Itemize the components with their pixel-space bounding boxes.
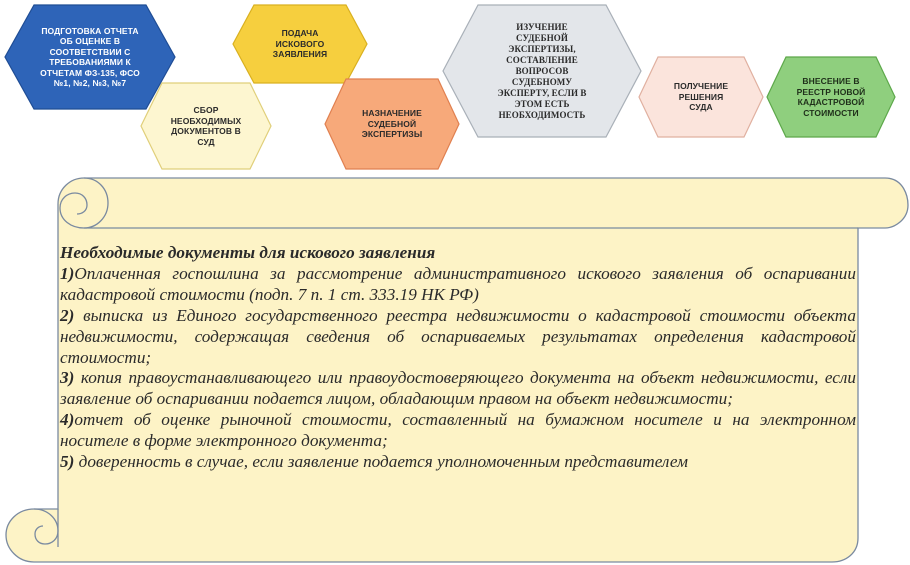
item-number: 2) [60,305,75,325]
item-number: 1) [60,263,75,283]
list-item [60,410,856,452]
item-number: 5) [60,452,75,472]
item-number: 4) [60,410,75,430]
list-item [60,264,856,306]
list-item [60,452,856,473]
step-label: ВНЕСЕНИЕ В РЕЕСТР НОВОЙ КАДАСТРОВОЙ СТОИМОСТИ [796,76,866,118]
step-hexagon-study-expertise [442,4,642,138]
step-hexagon-collect-documents [140,82,272,170]
documents-title: Необходимые документы для искового заявления [60,243,436,262]
item-number: 3) [60,368,75,388]
list-item [60,368,856,410]
step-hexagon-appoint-expertise [324,78,460,170]
item-text: отчет об оценке рыночной стоимости, составленный на бумажном носителе и на электронном носителе в форме электронного документа; [60,410,856,451]
step-label: НАЗНАЧЕНИЕ СУДЕБНОЙ ЭКСПЕРТИЗЫ [361,108,423,140]
step-label: СБОР НЕОБХОДИМЫХ ДОКУМЕНТОВ В СУД [170,105,242,147]
item-text: доверенность в случае, если заявление подается уполномоченным представителем [74,452,689,472]
item-text: выписка из Единого государственного реестра недвижимости о кадастровой стоимости объекта недвижимости, содержащая сведения об оспариваемых результатах определения кадастровой стоимости; [60,305,856,367]
documents-list [60,243,856,473]
list-item [60,306,856,369]
step-label: ПОЛУЧЕНИЕ РЕШЕНИЯ СУДА [673,81,729,113]
step-label: ПОДАЧА ИСКОВОГО ЗАЯВЛЕНИЯ [272,28,328,60]
process-steps [0,0,910,175]
step-hexagon-register-value [766,56,896,138]
scroll-banner [0,175,910,565]
item-text: Оплаченная госпошлина за рассмотрение административного искового заявления об оспаривании кадастровой стоимости (подп. 7 п. 1 ст. 333.19 НК РФ) [60,263,856,304]
step-label: ИЗУЧЕНИЕ СУДЕБНОЙ ЭКСПЕРТИЗЫ, СОСТАВЛЕНИЕ ВОПРОСОВ СУДЕБНОМУ ЭКСПЕРТУ, ЕСЛИ В ЭТОМ ЕСТЬ НЕОБХОДИМОСТЬ [497,21,587,120]
item-text: копия правоустанавливающего или правоудостоверяющего документа на объект недвижимости, если заявление об оспаривании подается лицом, обладающим правом на объект недвижимости; [60,368,856,409]
step-hexagon-court-decision [638,56,764,138]
step-hexagon-file-claim [232,4,368,84]
step-label: ПОДГОТОВКА ОТЧЕТА ОБ ОЦЕНКЕ В СООТВЕТСТВИИ С ТРЕБОВАНИЯМИ К ОТЧЕТАМ ФЗ-135, ФСО №1, №2, №3, №7 [40,25,140,88]
